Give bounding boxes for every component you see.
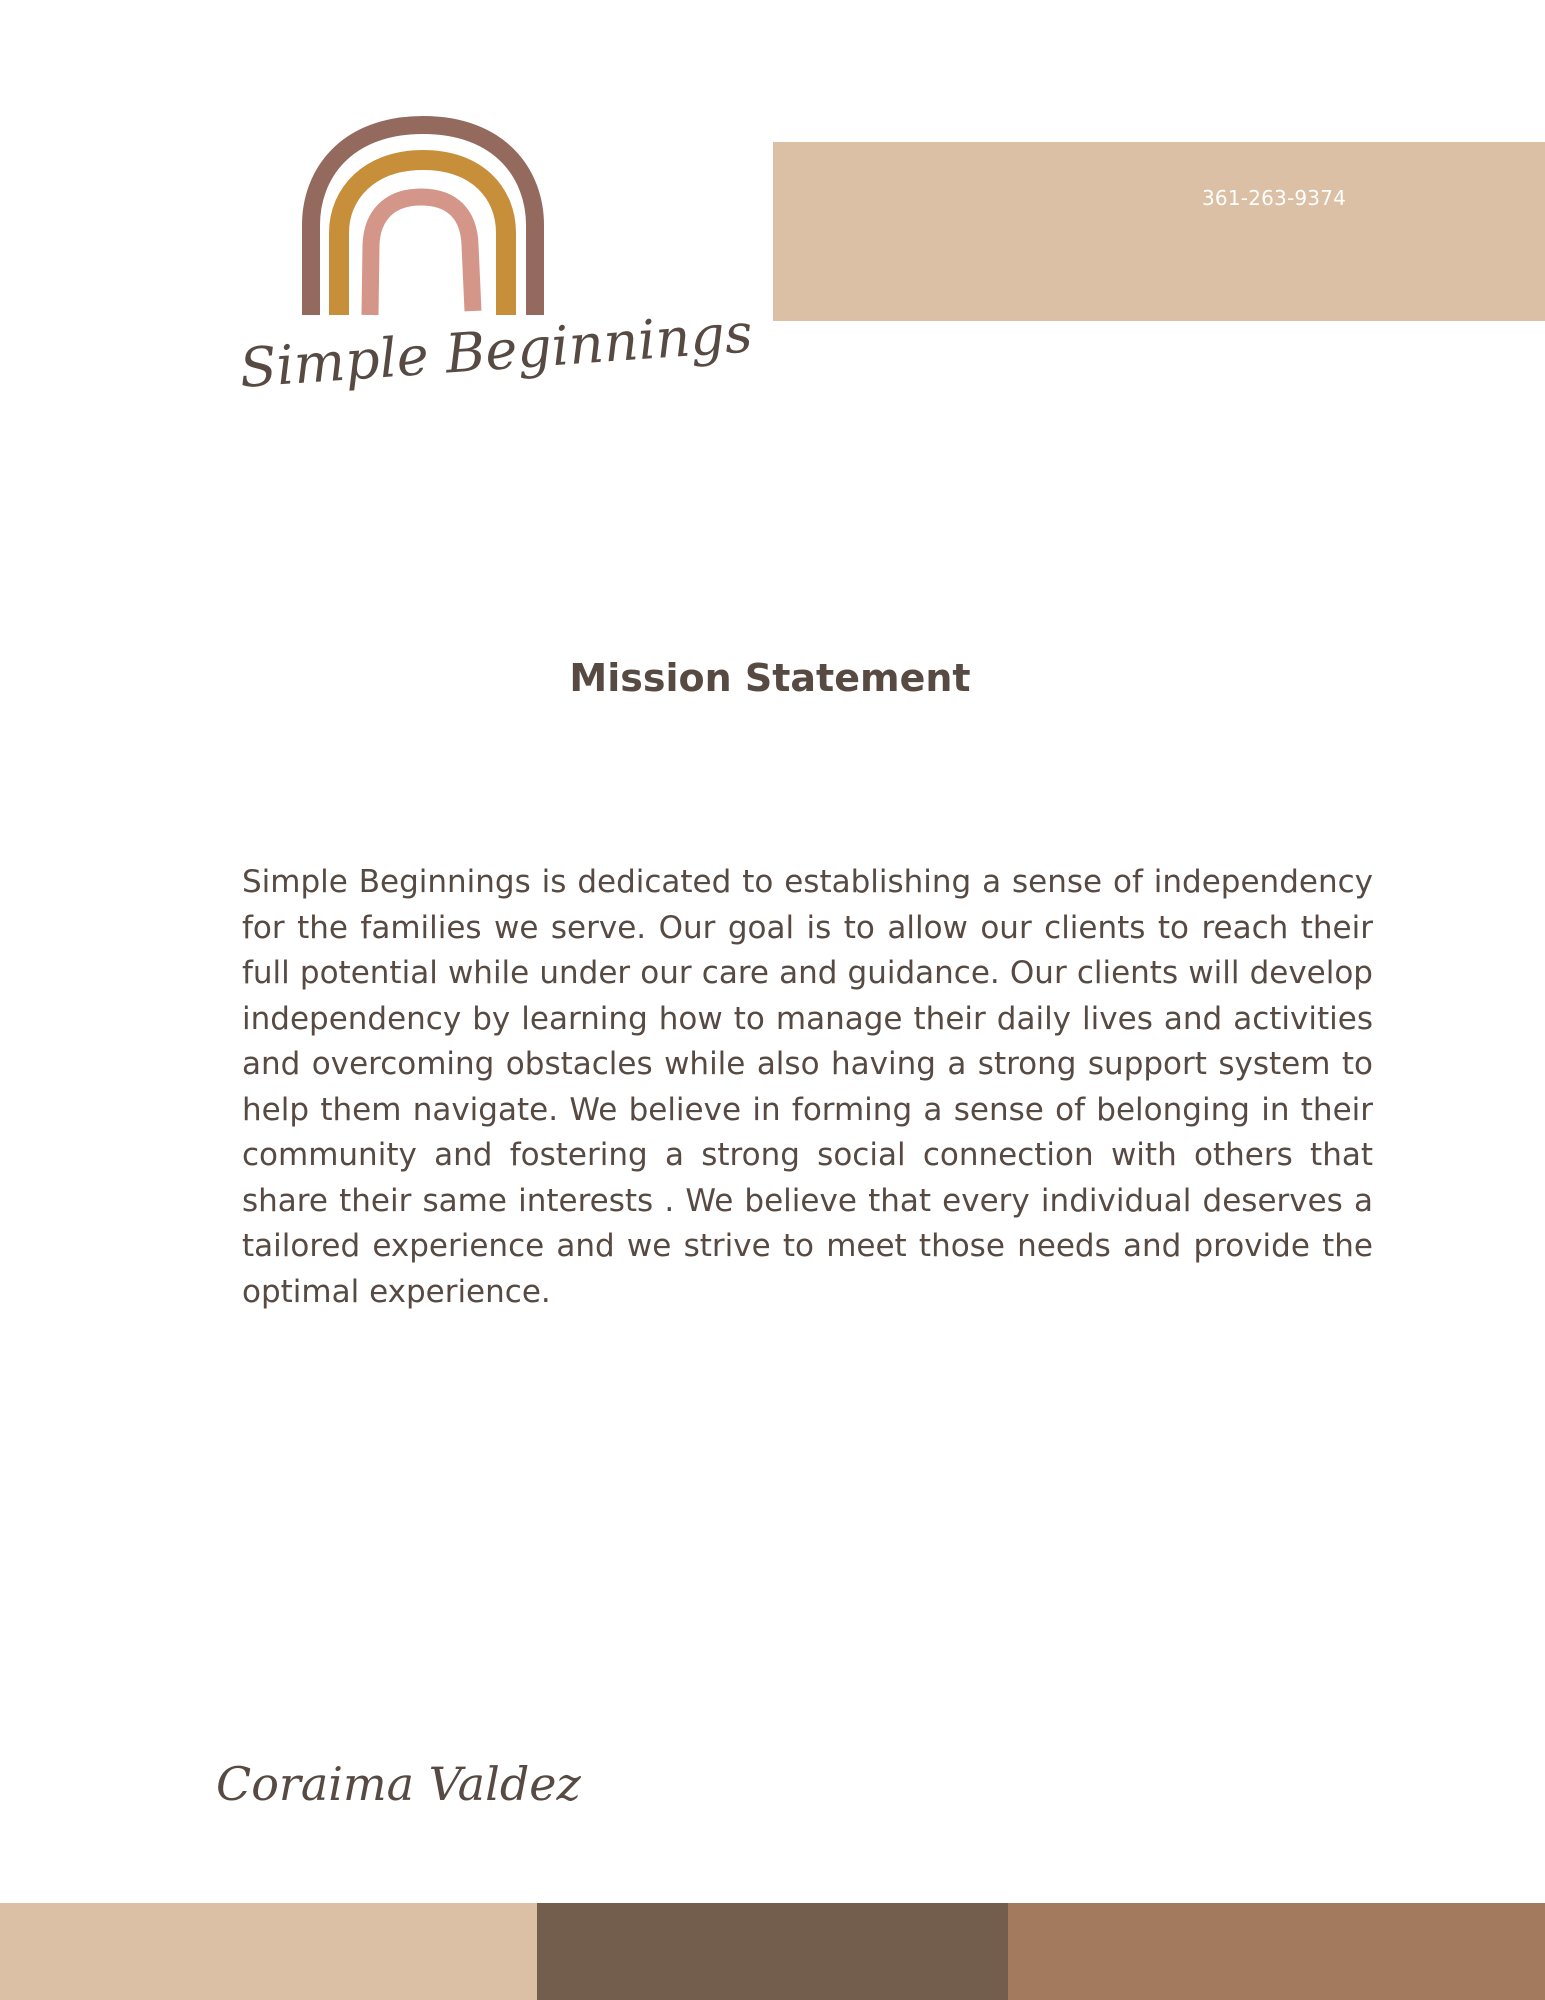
footer-band-left [0, 1903, 537, 2000]
mission-paragraph: Simple Beginnings is dedicated to establishing a sense of independency for the families we serve. Our goal is to allow our clients to reach their full potential while under our care and guidance. Our clients will develop independency by learning how to manage their daily lives and activities and overcoming obstacles while also having a strong support system to help them navigate. We believe in forming a sense of belonging in their community and fostering a strong social connection with others that share their same interests . We believe that every individual deserves a tailored experience and we strive to meet those needs and provide the optimal experience. [242, 864, 1373, 1310]
page-title: Mission Statement [569, 656, 971, 700]
company-logo [235, 115, 755, 425]
rainbow-logo-icon [235, 115, 755, 425]
logo-wordmark: Simple Beginnings [237, 301, 755, 400]
signature-text: Coraima Valdez [216, 1757, 581, 1811]
footer-bands [0, 1903, 1545, 2000]
footer-band-right [1008, 1903, 1545, 2000]
header-band [773, 142, 1545, 321]
footer-band-middle [537, 1903, 1008, 2000]
phone-number: 361-263-9374 [1202, 186, 1347, 210]
rainbow-inner-arc [370, 197, 473, 315]
signature [212, 1700, 581, 1835]
